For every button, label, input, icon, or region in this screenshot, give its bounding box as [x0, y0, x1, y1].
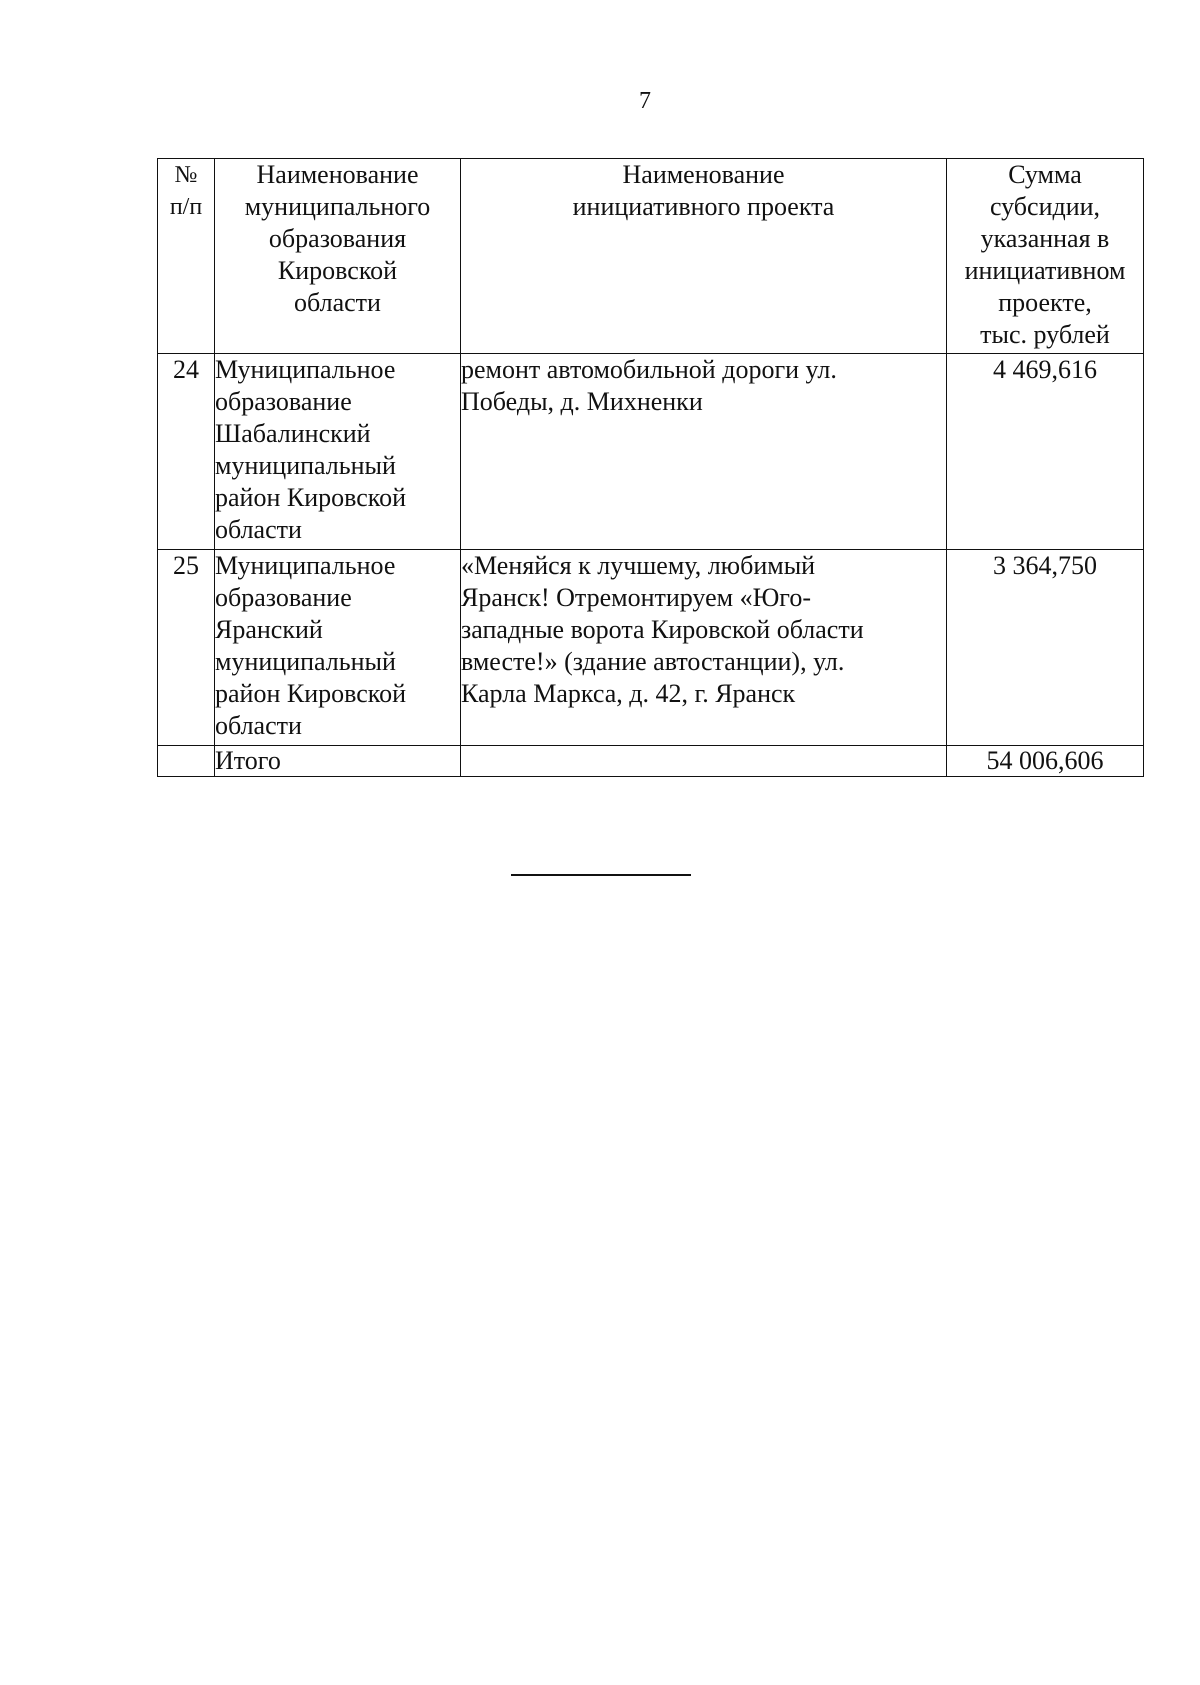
total-row: [158, 746, 1144, 777]
row-number: 25: [158, 550, 215, 746]
table-row: [158, 354, 1144, 550]
municipality-line: район Кировской: [215, 679, 407, 708]
municipality-line: муниципальный: [215, 647, 396, 676]
project-line: Карла Маркса, д. 42, г. Яранск: [461, 679, 796, 708]
header-line: п/п: [169, 194, 203, 220]
row-sum: 3 364,750: [947, 550, 1144, 746]
header-number: [158, 159, 215, 354]
row-municipality: [215, 354, 461, 550]
header-line: субсидии,: [989, 192, 1101, 221]
project-line: ремонт автомобильной дороги ул.: [461, 355, 837, 384]
table-row: [158, 550, 1144, 746]
header-line: инициативном: [964, 256, 1126, 285]
header-line: области: [294, 288, 381, 317]
header-line: Наименование: [622, 160, 785, 189]
municipality-line: области: [215, 711, 302, 740]
header-line: №: [174, 162, 198, 188]
total-number: [158, 746, 215, 777]
header-line: инициативного проекта: [572, 192, 835, 221]
end-divider-line: [511, 874, 691, 876]
total-sum: 54 006,606: [947, 746, 1144, 777]
row-municipality: [215, 550, 461, 746]
header-sum: [947, 159, 1144, 354]
municipality-line: Муниципальное: [215, 551, 396, 580]
project-line: Яранск! Отремонтируем «Юго-: [461, 583, 811, 612]
header-line: образования: [268, 224, 407, 253]
project-line: западные ворота Кировской области: [461, 615, 864, 644]
municipality-line: Яранский: [215, 615, 323, 644]
municipality-line: образование: [215, 387, 352, 416]
header-line: тыс. рублей: [980, 320, 1110, 349]
header-line: Кировской: [277, 256, 398, 285]
header-line: указанная в: [980, 224, 1110, 253]
header-project: [461, 159, 947, 354]
municipality-line: район Кировской: [215, 483, 407, 512]
page-number: 7: [639, 88, 651, 114]
header-line: проекте,: [998, 288, 1092, 317]
project-line: вместе!» (здание автостанции), ул.: [461, 647, 845, 676]
municipality-line: Муниципальное: [215, 355, 396, 384]
row-number: 24: [158, 354, 215, 550]
table-header-row: [158, 159, 1144, 354]
header-line: Наименование: [256, 160, 419, 189]
header-line: муниципального: [244, 192, 431, 221]
municipality-line: муниципальный: [215, 451, 396, 480]
total-project: [461, 746, 947, 777]
header-municipality: [215, 159, 461, 354]
municipality-line: области: [215, 515, 302, 544]
row-project: [461, 550, 947, 746]
row-sum: 4 469,616: [947, 354, 1144, 550]
subsidy-table: [157, 158, 1144, 777]
project-line: Победы, д. Михненки: [461, 387, 703, 416]
municipality-line: Шабалинский: [215, 419, 371, 448]
header-line: Сумма: [1008, 160, 1082, 189]
municipality-line: образование: [215, 583, 352, 612]
total-label: Итого: [215, 746, 461, 777]
row-project: [461, 354, 947, 550]
project-line: «Меняйся к лучшему, любимый: [461, 551, 816, 580]
